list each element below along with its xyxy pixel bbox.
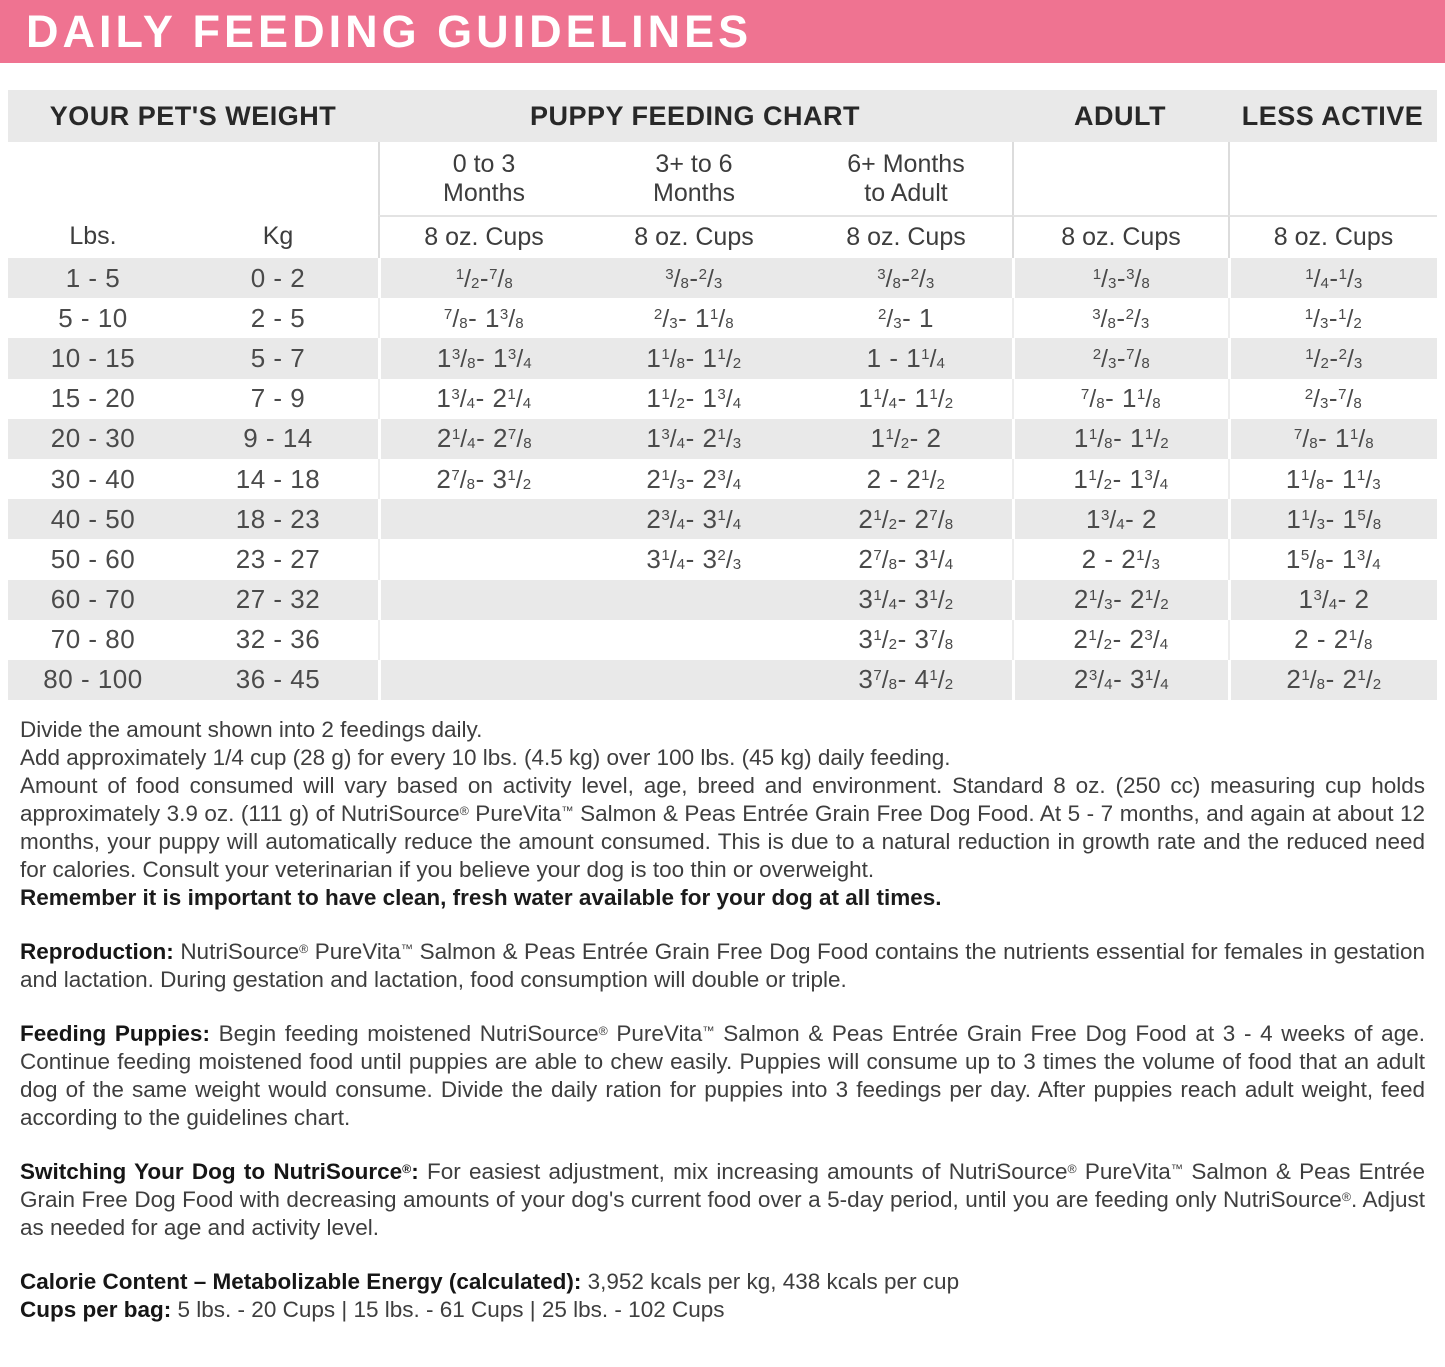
- unit-header-cell: 8 oz. Cups: [588, 215, 800, 258]
- table-cell: 5 - 7: [250, 342, 306, 373]
- table-cell: $^1$/2 - $^7$/8: [378, 258, 588, 298]
- table-cell: [378, 620, 588, 660]
- trademark-symbol: ™: [561, 803, 574, 818]
- age-header-cell: [8, 142, 178, 215]
- table-cell: 2 $^1$/8 - 2 $^1$/2: [1228, 660, 1437, 700]
- table-cell: 30 - 40: [50, 463, 136, 494]
- table-cell: 20 - 30: [50, 423, 136, 454]
- table-cell: 2 - 2 $^1$/3: [1012, 539, 1228, 579]
- table-cell: 3 $^1$/2 - 3 $^7$/8: [858, 624, 954, 655]
- unit-header-cell: Lbs.: [69, 222, 117, 250]
- table-cell: 2 $^3$/4 - 3 $^1$/4: [1012, 660, 1228, 700]
- table-cell: 3 $^1$/4 - 3 $^2$/3: [646, 543, 742, 574]
- table-cell: 9 - 14: [243, 423, 313, 454]
- unit-header-cell: 8 oz. Cups: [378, 215, 588, 258]
- table-cell: 1 $^1$/8 - 1 $^1$/3: [1228, 459, 1437, 499]
- table-cell: $^1$/4 - $^1$/3: [1228, 258, 1437, 298]
- note-paragraph: Feeding Puppies: Begin feeding moistened NutriSource® PureVita™ Salmon & Peas Entrée Grain Free Dog Food at 3 - 4 weeks of age. Continue feeding moistened food until puppies are able to chew easily. Puppies will consume up to 3 times the volume of food that an adult dog of the same weight would consume. Divide the daily ration for puppies into 3 feedings per day. After puppies reach adult weight, feed according to the guidelines chart.: [20, 1021, 1425, 1131]
- table-row: [8, 539, 1437, 579]
- table-cell: 2 - 2 $^1$/2: [866, 463, 946, 494]
- table-cell: 1 $^3$/4 - 2: [1228, 580, 1437, 620]
- age-header-cell: 0 to 3 Months: [378, 142, 588, 215]
- table-cell: 10 - 15: [50, 342, 136, 373]
- unit-header-cell: 8 oz. Cups: [800, 215, 1012, 258]
- group-header-less-active: LESS ACTIVE: [1241, 100, 1424, 131]
- note-paragraph: Divide the amount shown into 2 feedings daily.: [20, 717, 483, 743]
- table-row: [8, 379, 1437, 419]
- table-cell: 2 $^1$/4 - 2 $^7$/8: [378, 419, 588, 459]
- trademark-symbol: ™: [1170, 1161, 1184, 1176]
- table-cell: $^2$/3 - $^7$/8: [1228, 379, 1437, 419]
- age-header-cell: [1228, 142, 1437, 215]
- table-cell: [378, 580, 588, 620]
- note-lead: Feeding Puppies:: [20, 1021, 210, 1047]
- table-cell: 50 - 60: [50, 543, 136, 574]
- note-paragraph: Cups per bag: 5 lbs. - 20 Cups | 15 lbs. - 61 Cups | 25 lbs. - 102 Cups: [20, 1297, 725, 1323]
- trademark-symbol: ®: [598, 1023, 608, 1038]
- table-cell: 2 $^1$/3 - 2 $^1$/2: [1012, 580, 1228, 620]
- table-row: [8, 620, 1437, 660]
- table-cell: 36 - 45: [235, 664, 321, 695]
- table-cell: 70 - 80: [50, 624, 136, 655]
- note-paragraph: Switching Your Dog to NutriSource®: For easiest adjustment, mix increasing amounts of NutriSource® PureVita™ Salmon & Peas Entrée Grain Free Dog Food with decreasing amounts of your dog's current food over a 5-day period, until you are feeding only NutriSource®. Adjust as needed for age and activity level.: [20, 1159, 1425, 1241]
- table-cell: 2 $^1$/3 - 2 $^3$/4: [646, 463, 742, 494]
- age-header-cell: 6+ Months to Adult: [847, 149, 965, 207]
- table-cell: 2 $^3$/4 - 3 $^1$/4: [646, 503, 742, 534]
- table-cell: 18 - 23: [235, 503, 321, 534]
- age-header-cell: 3+ to 6 Months: [653, 149, 735, 207]
- table-row: [8, 298, 1437, 338]
- table-unit-header-row: [8, 215, 1437, 258]
- table-row: [8, 459, 1437, 499]
- age-header-cell: [178, 142, 378, 215]
- table-row: [8, 258, 1437, 298]
- table-cell: 27 - 32: [235, 584, 321, 615]
- note-paragraph: Amount of food consumed will vary based on activity level, age, breed and environment. Standard 8 oz. (250 cc) measuring cup holds approximately 3.9 oz. (111 g) of NutriSource® PureVita™ Salmon & Peas Entrée Grain Free Dog Food. At 5 - 7 months, and again at about 12 months, your puppy will automatically reduce the amount consumed. This is due to a natural reduction in growth rate and the reduced need for calories. Consult your veterinarian if you believe your dog is too thin or overweight.: [20, 773, 1425, 883]
- table-row: [8, 419, 1437, 459]
- table-cell: 1 - 5: [65, 262, 121, 293]
- table-cell: 1 - 1 $^1$/4: [866, 342, 946, 373]
- table-cell: 1 $^3$/4 - 2 $^1$/3: [646, 423, 742, 454]
- table-cell: 0 - 2: [250, 262, 306, 293]
- unit-header-cell: 8 oz. Cups: [1012, 215, 1228, 258]
- note-lead: Calorie Content – Metabolizable Energy (calculated):: [20, 1269, 582, 1295]
- note-paragraph: Reproduction: NutriSource® PureVita™ Salmon & Peas Entrée Grain Free Dog Food contains the nutrients essential for females in gestation and lactation. During gestation and lactation, food consumption will double or triple.: [20, 939, 1425, 993]
- age-header-cell: [1012, 142, 1228, 215]
- table-cell: 1 $^1$/4 - 1 $^1$/2: [858, 383, 954, 414]
- table-cell: 1 $^1$/3 - 1 $^5$/8: [1228, 499, 1437, 539]
- table-cell: 1 $^5$/8 - 1 $^3$/4: [1228, 539, 1437, 579]
- trademark-symbol: ®: [1067, 1161, 1077, 1176]
- trademark-symbol: ®: [459, 803, 469, 818]
- note-paragraph: Calorie Content – Metabolizable Energy (calculated): 3,952 kcals per kg, 438 kcals per cup: [20, 1269, 960, 1295]
- unit-header-cell: 8 oz. Cups: [1228, 215, 1437, 258]
- table-cell: 14 - 18: [235, 463, 321, 494]
- notes-section: [20, 716, 1425, 1324]
- table-cell: 2 - 5: [250, 302, 306, 333]
- group-header-adult: ADULT: [1074, 100, 1166, 131]
- group-header-puppy-feeding-chart: PUPPY FEEDING CHART: [529, 100, 861, 131]
- note-lead: Reproduction:: [20, 939, 174, 965]
- table-cell: 80 - 100: [43, 664, 143, 695]
- table-cell: [378, 660, 588, 700]
- table-cell: $^1$/3 - $^1$/2: [1228, 298, 1437, 338]
- note-lead: Cups per bag:: [20, 1297, 172, 1323]
- table-cell: $^1$/2 - $^2$/3: [1228, 338, 1437, 378]
- table-cell: 3 $^7$/8 - 4 $^1$/2: [858, 664, 954, 695]
- table-cell: $^7$/8 - 1 $^1$/8: [1012, 379, 1228, 419]
- table-row: [8, 580, 1437, 620]
- table-cell: [378, 539, 588, 579]
- table-cell: 3 $^1$/4 - 3 $^1$/2: [858, 584, 954, 615]
- table-cell: 2 $^1$/2 - 2 $^3$/4: [1012, 620, 1228, 660]
- note-paragraph: Remember it is important to have clean, fresh water available for your dog at all times.: [20, 885, 942, 911]
- unit-header-cell: Kg: [262, 222, 294, 250]
- table-cell: $^1$/3 - $^3$/8: [1012, 258, 1228, 298]
- trademark-symbol: ®: [402, 1161, 412, 1176]
- table-body: [8, 258, 1437, 700]
- table-cell: $^7$/8 - 1 $^1$/8: [1228, 419, 1437, 459]
- table-cell: 5 - 10: [58, 302, 128, 333]
- page-title: DAILY FEEDING GUIDELINES: [26, 6, 753, 57]
- table-row: [8, 499, 1437, 539]
- trademark-symbol: ™: [400, 941, 414, 956]
- table-cell: 32 - 36: [235, 624, 321, 655]
- table-cell: 1 $^1$/2 - 2: [870, 423, 942, 454]
- table-cell: [588, 580, 800, 620]
- table-cell: $^7$/8 - 1 $^3$/8: [378, 298, 588, 338]
- table-cell: 1 $^1$/2 - 1 $^3$/4: [1012, 459, 1228, 499]
- note-lead: Switching Your Dog to NutriSource®:: [20, 1159, 419, 1185]
- table-cell: $^2$/3 - $^7$/8: [1012, 338, 1228, 378]
- table-group-header-row: [8, 90, 1437, 142]
- table-cell: 7 - 9: [250, 383, 306, 414]
- table-cell: 15 - 20: [50, 383, 136, 414]
- table-cell: 1 $^1$/2 - 1 $^3$/4: [646, 383, 742, 414]
- table-row: [8, 338, 1437, 378]
- table-age-header-row: [8, 142, 1437, 215]
- table-cell: 2 $^7$/8 - 3 $^1$/2: [378, 459, 588, 499]
- trademark-symbol: ®: [1341, 1189, 1351, 1204]
- table-cell: 1 $^3$/4 - 2: [1012, 499, 1228, 539]
- table-cell: 60 - 70: [50, 584, 136, 615]
- table-cell: 1 $^3$/8 - 1 $^3$/4: [378, 338, 588, 378]
- table-cell: [588, 620, 800, 660]
- banner: [0, 0, 1445, 63]
- table-cell: 1 $^3$/4 - 2 $^1$/4: [378, 379, 588, 419]
- table-cell: $^2$/3 - 1: [877, 302, 934, 333]
- trademark-symbol: ™: [702, 1023, 715, 1038]
- table-cell: $^3$/8 - $^2$/3: [877, 262, 935, 293]
- table-cell: 1 $^1$/8 - 1 $^1$/2: [646, 342, 742, 373]
- table-cell: 40 - 50: [50, 503, 136, 534]
- table-cell: [588, 660, 800, 700]
- group-header-your-pet-s-weight: YOUR PET'S WEIGHT: [49, 100, 337, 131]
- table-cell: $^3$/8 - $^2$/3: [665, 262, 723, 293]
- table-cell: $^2$/3 - 1 $^1$/8: [653, 302, 735, 333]
- table-row: [8, 660, 1437, 700]
- table-cell: $^3$/8 - $^2$/3: [1012, 298, 1228, 338]
- table-cell: [378, 499, 588, 539]
- table-cell: 2 $^7$/8 - 3 $^1$/4: [858, 543, 954, 574]
- note-paragraph: Add approximately 1/4 cup (28 g) for every 10 lbs. (4.5 kg) over 100 lbs. (45 kg) daily feeding.: [20, 745, 951, 771]
- table-cell: 2 - 2 $^1$/8: [1228, 620, 1437, 660]
- trademark-symbol: ®: [299, 941, 309, 956]
- table-cell: 23 - 27: [235, 543, 321, 574]
- feeding-guidelines-table: [8, 90, 1437, 700]
- table-cell: 1 $^1$/8 - 1 $^1$/2: [1012, 419, 1228, 459]
- table-cell: 2 $^1$/2 - 2 $^7$/8: [858, 503, 954, 534]
